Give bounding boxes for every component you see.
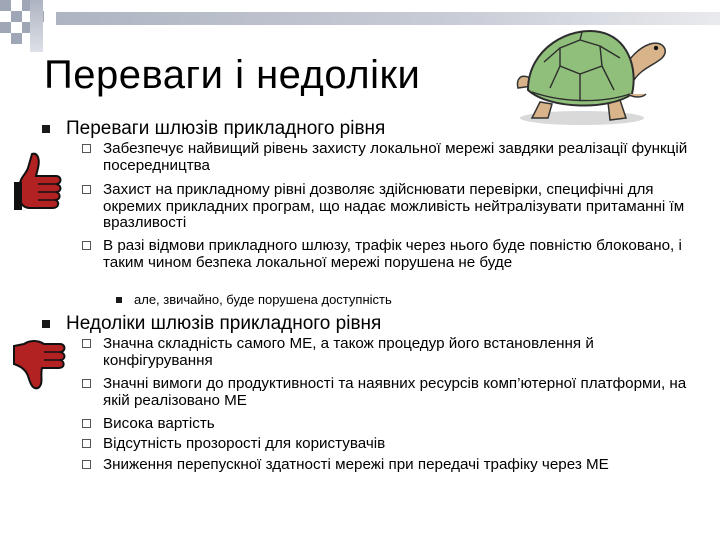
checkbox-bullet-icon [82, 419, 91, 428]
checkbox-bullet-icon [82, 379, 91, 388]
checkbox-bullet-icon [82, 185, 91, 194]
slide-title: Переваги і недоліки [44, 53, 421, 97]
thumbs-up-icon [12, 150, 66, 214]
square-bullet-icon [116, 297, 122, 303]
square-bullet-icon [42, 320, 50, 328]
checkbox-bullet-icon [82, 339, 91, 348]
decorative-checker [0, 0, 56, 44]
checkbox-bullet-icon [82, 144, 91, 153]
turtle-icon [510, 18, 670, 133]
slide: Переваги і недоліки Переваги шлюзів прикладного рівня Забезпечує найвищий рівень захисту локальної мережі завдяки реалізації функцій посередництва Захист на прикладному рівні дозволяє здійснювати перевірки, специфічні для окремих прикладних програм, що надає можливість нейтралізувати притаманні їм вразливості В разі відмови прикладного шлюзу, трафік через нього буде повністю блоковано, і таким чином безпека локальної мережі порушена не буде але, звичайно, буде порушена доступність Недоліки шлюзів прикладного рівня Значна складність самого МЕ, а також процедур його встановлення й конфігурування Значні вимоги до продуктивності та наявних ресурсів комп’ютерної платформи, на якій реалізовано МЕ Висока вартість Відсутність прозорості для користувачів Зниження перепускної здатності мережі при передачі трафіку через МЕ [0, 0, 720, 540]
checkbox-bullet-icon [82, 241, 91, 250]
checkbox-bullet-icon [82, 460, 91, 469]
thumbs-down-icon [10, 336, 70, 392]
square-bullet-icon [42, 125, 50, 133]
checkbox-bullet-icon [82, 439, 91, 448]
decorative-bar-vertical [30, 0, 43, 52]
